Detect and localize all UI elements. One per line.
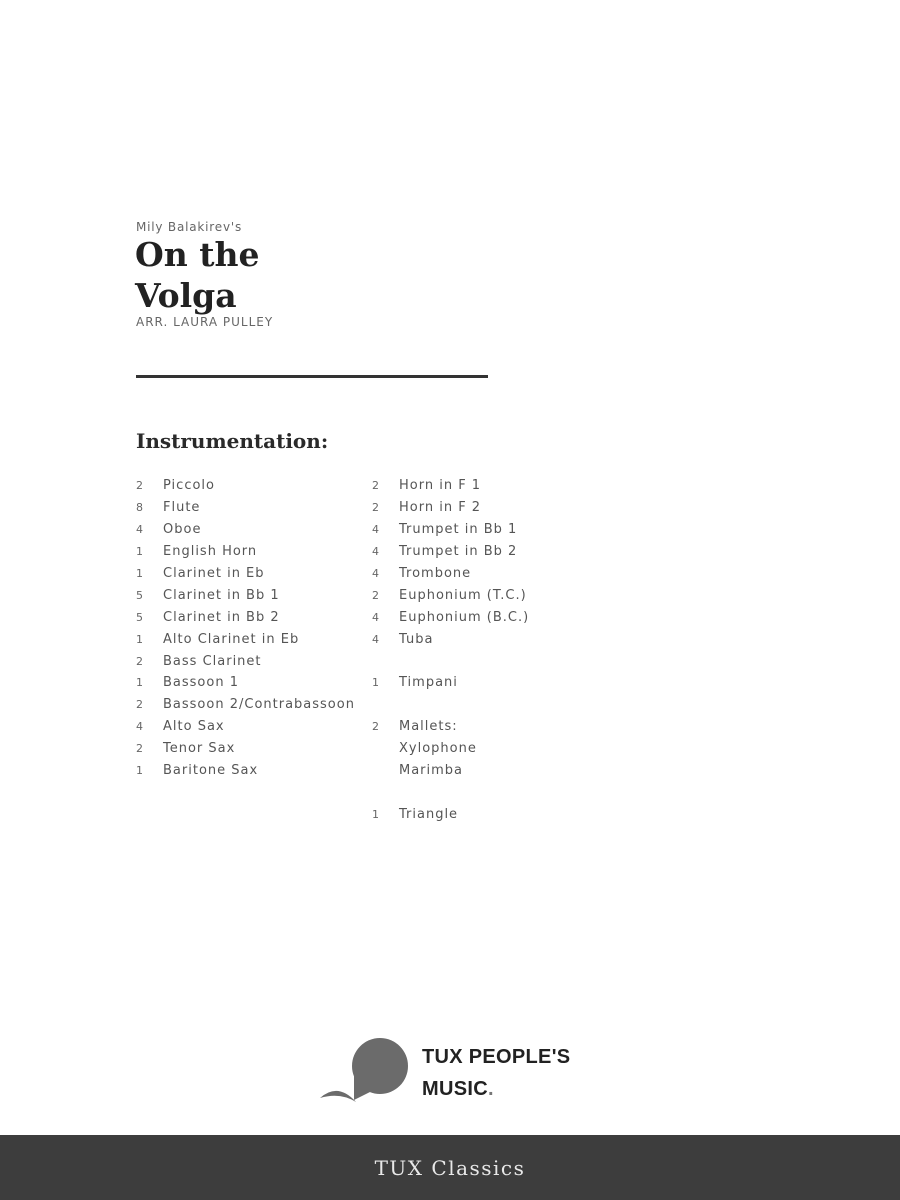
instrument-quantity: 1 [136,676,144,690]
instrument-name: Marimba [399,763,464,779]
instrument-name: Bassoon 2/Contrabassoon [163,697,355,713]
instrument-row [372,716,529,738]
instrument-name: Mallets: [399,719,458,735]
instrument-row [372,694,529,716]
instrument-name: Timpani [399,675,458,691]
instrument-name: Baritone Sax [163,763,259,779]
speech-bubble-icon [318,1032,418,1112]
divider-rule [136,375,488,378]
logo-wordmark [422,1041,570,1105]
instrument-name: Euphonium (T.C.) [399,587,527,603]
instrument-name: Tuba [399,631,434,647]
instrument-quantity: 8 [136,501,144,515]
instrument-quantity: 2 [372,479,380,493]
instrument-quantity: 4 [372,610,380,624]
instrument-quantity: 4 [372,632,380,646]
instrument-row [136,584,355,606]
instrument-quantity: 2 [372,501,380,515]
instrument-row [372,475,529,497]
instrument-row [372,563,529,585]
instrument-name: Bass Clarinet [163,653,262,669]
piece-title [135,234,435,316]
instrument-quantity: 1 [372,807,380,821]
instrument-list-right [372,475,529,825]
instrument-name: Horn in F 2 [399,500,482,516]
instrument-name: Oboe [163,522,202,538]
instrument-row [136,497,355,519]
publisher-logo [318,1032,598,1112]
instrument-name: Tenor Sax [163,741,236,757]
instrument-row [372,497,529,519]
instrument-quantity: 5 [136,588,144,602]
instrument-quantity: 1 [136,545,144,559]
instrument-name: Clarinet in Bb 1 [163,587,280,603]
title-line-1: On the [135,235,260,274]
instrument-name: Alto Sax [163,719,225,735]
instrument-name: Alto Clarinet in Eb [163,631,300,647]
instrument-row [136,563,355,585]
instrument-row [372,781,529,803]
instrument-quantity: 1 [136,764,144,778]
instrument-quantity: 1 [136,632,144,646]
instrument-name: English Horn [163,544,258,560]
instrument-row [372,760,529,782]
instrument-quantity: 1 [136,567,144,580]
instrument-name: Clarinet in Bb 2 [163,609,280,625]
instrument-row [136,760,355,782]
instrument-name: Triangle [399,806,459,822]
instrument-quantity: 2 [372,720,380,734]
instrument-row [136,650,355,672]
logo-line-1: TUX PEOPLE'S [422,1046,571,1068]
title-line-2: Volga [135,276,237,315]
instrument-name: Bassoon 1 [163,675,239,691]
instrumentation-heading: Instrumentation: [136,429,329,453]
instrument-row [136,716,355,738]
instrument-name: Trombone [399,566,472,581]
instrument-quantity: 2 [136,479,144,493]
instrument-row [372,541,529,563]
instrument-name: Piccolo [163,478,215,494]
instrument-quantity: 5 [136,610,144,624]
instrument-row [372,628,529,650]
instrument-quantity: 4 [372,545,380,559]
instrument-quantity: 2 [136,742,144,756]
instrument-row [136,475,355,497]
footer-text: TUX Classics [374,1155,526,1180]
instrument-name: Xylophone [399,741,477,757]
instrument-row [372,672,529,694]
instrument-list-left [136,475,355,781]
instrument-name: Trumpet in Bb 2 [399,544,518,560]
instrument-row [136,628,355,650]
instrument-row [372,519,529,541]
instrument-quantity: 2 [136,698,144,712]
instrument-quantity: 2 [136,654,144,668]
instrument-name: Euphonium (B.C.) [399,609,530,625]
footer-bar [0,1135,900,1200]
instrument-row [136,519,355,541]
instrument-row [372,650,529,672]
instrument-name: Flute [163,500,201,516]
instrument-quantity: 4 [136,523,144,537]
instrument-row [372,803,529,825]
instrument-row [136,672,355,694]
logo-line-2: MUSIC. [422,1078,494,1100]
instrument-name: Trumpet in Bb 1 [399,522,518,538]
instrument-quantity: 1 [372,676,380,690]
instrument-quantity: 4 [136,720,144,734]
instrument-name: Clarinet in Eb [163,566,265,581]
instrument-quantity: 4 [372,523,380,537]
instrument-quantity: 2 [372,588,380,602]
composer-credit: Mily Balakirev's [136,220,242,234]
instrument-quantity: 4 [372,567,380,580]
instrument-name: Horn in F 1 [399,478,482,494]
instrument-row [136,606,355,628]
instrument-row [372,606,529,628]
instrument-row [136,694,355,716]
instrument-row [372,584,529,606]
instrument-row [136,738,355,760]
arranger-credit: ARR. LAURA PULLEY [136,315,274,329]
instrument-row [136,541,355,563]
instrument-row [372,738,529,760]
